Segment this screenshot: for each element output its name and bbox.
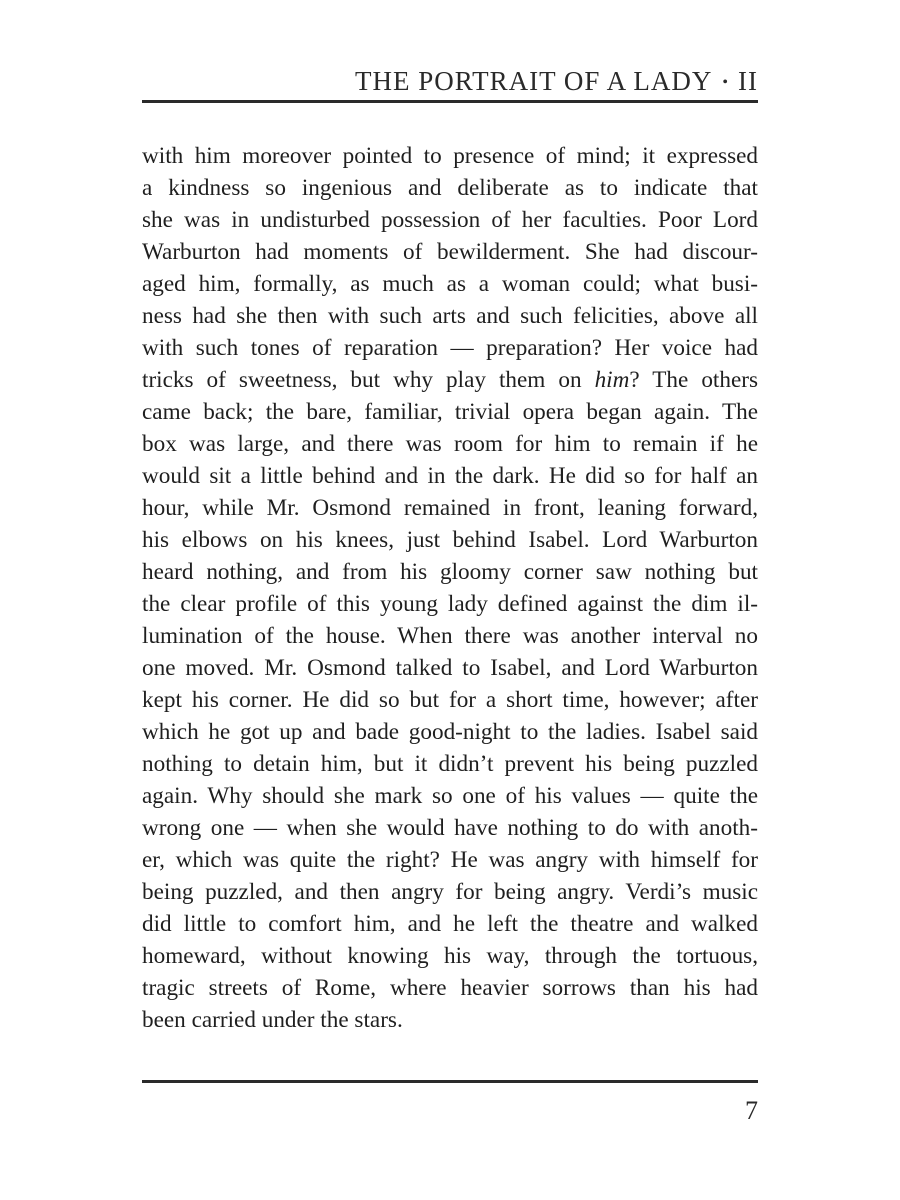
text-line: homeward, without knowing his way, through the tortuous, xyxy=(142,943,758,969)
text-line: ness had she then with such arts and such felicities, above all xyxy=(142,303,758,329)
text-line: again. Why should she mark so one of his values — quite the xyxy=(142,783,758,809)
text-line xyxy=(142,364,758,396)
title-separator: • xyxy=(722,74,730,91)
text-line: Warburton had moments of bewilderment. She had discour- xyxy=(142,239,758,265)
text-line: wrong one — when she would have nothing to do with anoth- xyxy=(142,815,758,841)
book-title: THE PORTRAIT OF A LADY xyxy=(355,66,713,96)
text-line: his elbows on his knees, just behind Isabel. Lord Warburton xyxy=(142,527,758,553)
text-line: one moved. Mr. Osmond talked to Isabel, and Lord Warburton xyxy=(142,655,758,681)
text-line: with such tones of reparation — preparation? Her voice had xyxy=(142,335,758,361)
text-line: came back; the bare, familiar, trivial opera began again. The xyxy=(142,399,758,425)
running-head xyxy=(142,62,758,100)
text-line: tragic streets of Rome, where heavier sorrows than his had xyxy=(142,975,758,1001)
text-line: box was large, and there was room for him to remain if he xyxy=(142,431,758,457)
header-rule xyxy=(142,100,758,103)
text-line: a kindness so ingenious and deliberate as to indicate that xyxy=(142,175,758,201)
text-line: with him moreover pointed to presence of mind; it expressed xyxy=(142,143,758,169)
text-line: which he got up and bade good-night to the ladies. Isabel said xyxy=(142,719,758,745)
emphasized-word: him xyxy=(594,367,630,393)
text-line: been carried under the stars. xyxy=(142,1007,403,1033)
line-segment: ? The others xyxy=(629,367,758,393)
text-line: the clear profile of this young lady defined against the dim il- xyxy=(142,591,758,617)
text-line: hour, while Mr. Osmond remained in front, leaning forward, xyxy=(142,495,758,521)
text-line: aged him, formally, as much as a woman could; what busi- xyxy=(142,271,758,297)
text-line: she was in undisturbed possession of her faculties. Poor Lord xyxy=(142,207,758,233)
text-line: kept his corner. He did so but for a short time, however; after xyxy=(142,687,758,713)
text-line: would sit a little behind and in the dark. He did so for half an xyxy=(142,463,758,489)
text-line: nothing to detain him, but it didn’t prevent his being puzzled xyxy=(142,751,758,777)
body-text xyxy=(142,140,758,1036)
line-segment: tricks of sweetness, but why play them on xyxy=(142,367,595,393)
text-line: er, which was quite the right? He was angry with himself for xyxy=(142,847,758,873)
text-line: lumination of the house. When there was another interval no xyxy=(142,623,758,649)
text-line: being puzzled, and then angry for being angry. Verdi’s music xyxy=(142,879,758,905)
page-number: 7 xyxy=(745,1096,758,1125)
text-line: did little to comfort him, and he left the theatre and walked xyxy=(142,911,758,937)
volume-number: II xyxy=(738,66,758,96)
footer-rule xyxy=(142,1080,758,1083)
text-line: heard nothing, and from his gloomy corner saw nothing but xyxy=(142,559,758,585)
